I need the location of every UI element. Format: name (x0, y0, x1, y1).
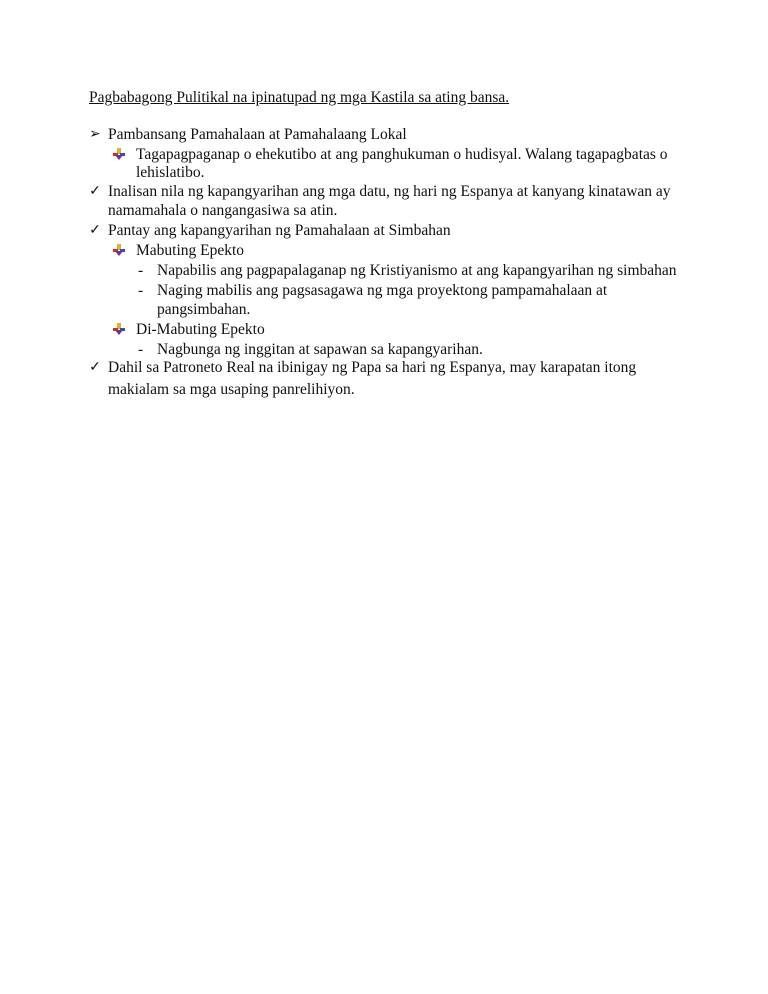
colored-arrow-bullet-icon (113, 244, 125, 256)
dash-bullet: - (138, 341, 144, 358)
document-title: Pagbabagong Pulitikal na ipinatupad ng mga Kastila sa ating bansa. (89, 89, 510, 106)
dash-bullet: - (138, 282, 144, 299)
colored-arrow-bullet-icon (113, 148, 125, 160)
list-item-continuation: makialam sa mga usaping panrelihiyon. (108, 381, 355, 398)
arrowhead-bullet-icon: ➢ (89, 127, 101, 142)
list-item: Pambansang Pamahalaan at Pamahalaang Lokal (108, 126, 407, 143)
list-item: Napabilis ang pagpapalaganap ng Kristiyanismo at ang kapangyarihan ng simbahan (157, 262, 677, 279)
list-item: Di-Mabuting Epekto (136, 321, 265, 338)
list-item: Mabuting Epekto (136, 242, 245, 259)
list-item: Pantay ang kapangyarihan ng Pamahalaan at Simbahan (108, 222, 451, 239)
list-item-continuation: lehislatibo. (136, 164, 205, 181)
check-bullet-icon: ✓ (89, 223, 101, 238)
list-item: Dahil sa Patroneto Real na ibinigay ng Papa sa hari ng Espanya, may karapatan itong (108, 359, 637, 376)
check-bullet-icon: ✓ (89, 184, 101, 199)
list-item: Nagbunga ng inggitan at sapawan sa kapangyarihan. (157, 341, 483, 358)
list-item: Tagapagpaganap o ehekutibo at ang panghukuman o hudisyal. Walang tagapagbatas o (136, 146, 668, 163)
list-item: Inalisan nila ng kapangyarihan ang mga datu, ng hari ng Espanya at kanyang kinatawan ay (108, 183, 671, 200)
list-item: Naging mabilis ang pagsasagawa ng mga proyektong pampamahalaan at (157, 282, 608, 299)
check-bullet-icon: ✓ (89, 360, 101, 375)
colored-arrow-bullet-icon (113, 323, 125, 335)
dash-bullet: - (138, 262, 144, 279)
list-item-continuation: pangsimbahan. (157, 301, 251, 318)
list-item-continuation: namamahala o nangangasiwa sa atin. (108, 202, 338, 219)
